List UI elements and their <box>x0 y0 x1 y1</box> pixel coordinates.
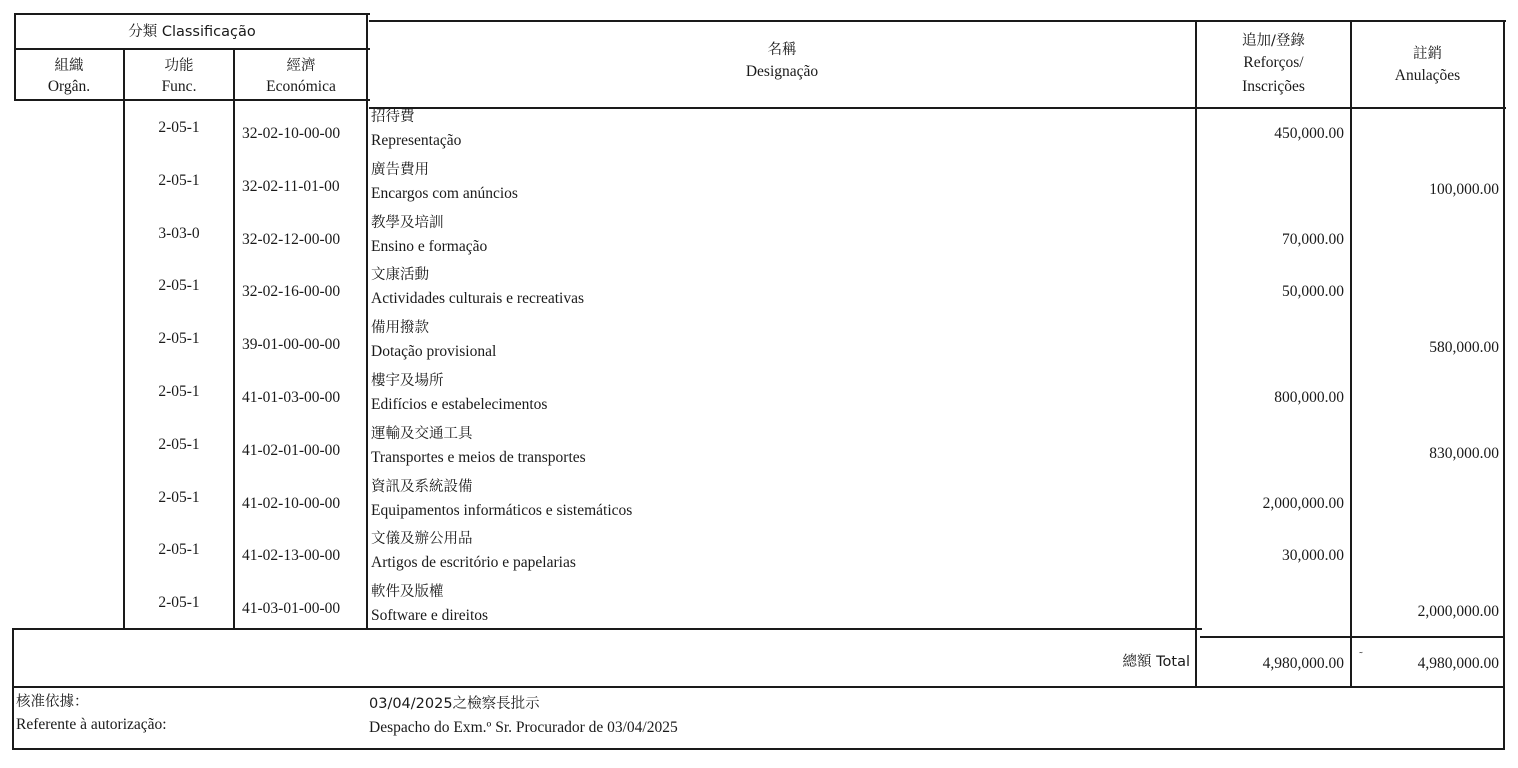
total-label: 總額 Total <box>1122 654 1190 670</box>
cell-econ: 32-02-11-01-00 <box>242 177 340 195</box>
cell-func: 2-05-1 <box>158 119 200 136</box>
cell-name-zh: 運輸及交通工具 <box>371 425 473 442</box>
footer-label-zh: 核准依據： <box>16 694 89 710</box>
cell-func: 2-05-1 <box>158 330 200 348</box>
line-econ-name <box>366 13 368 629</box>
cell-func: 2-05-1 <box>158 594 200 612</box>
cell-econ: 32-02-16-00-00 <box>242 283 341 301</box>
header-organ-pt: Orgân. <box>47 78 91 95</box>
line-body-bottom <box>12 628 1202 630</box>
header-reforcos-pt2: Inscrições <box>1242 78 1305 95</box>
cell-econ: 41-01-03-00-00 <box>242 389 341 406</box>
cell-reforcos: 30,000.00 <box>1282 547 1344 565</box>
cell-anulacoes: 100,000.00 <box>1429 181 1499 198</box>
cell-name-zh: 文儀及辦公用品 <box>371 531 473 548</box>
cell-econ: 41-02-13-00-00 <box>242 547 341 565</box>
cell-econ: 39-01-00-00-00 <box>242 336 341 354</box>
cell-func: 2-05-1 <box>158 171 200 189</box>
cell-anulacoes: 580,000.00 <box>1429 339 1499 357</box>
header-econ-pt: Económica <box>266 78 336 95</box>
cell-econ: 41-02-01-00-00 <box>242 441 341 459</box>
cell-reforcos: 70,000.00 <box>1282 230 1344 248</box>
header-designation-zh: 名稱 <box>767 42 797 58</box>
cell-name-pt: Actividades culturais e recreativas <box>371 290 585 308</box>
cell-func: 2-05-1 <box>158 435 200 453</box>
cell-name-zh: 樓宇及場所 <box>371 373 444 389</box>
cell-econ: 41-03-01-00-00 <box>242 600 341 618</box>
cell-name-pt: Dotação provisional <box>371 343 497 361</box>
cell-name-zh: 軟件及版權 <box>371 584 444 601</box>
cell-name-pt: Edifícios e estabelecimentos <box>371 396 548 413</box>
tick-mark: ˜ <box>1359 650 1363 662</box>
header-organ-zh: 組織 <box>54 58 84 74</box>
cell-name-pt: Representação <box>371 132 462 149</box>
cell-name-pt: Encargos com anúncios <box>371 184 518 202</box>
line-classification-bottom <box>14 48 370 50</box>
line-top-left <box>14 13 370 15</box>
cell-name-zh: 資訊及系統設備 <box>371 478 473 495</box>
footer-value-pt: Despacho do Exm.º Sr. Procurador de 03/04/2025 <box>369 719 678 736</box>
cell-econ: 32-02-12-00-00 <box>242 230 341 248</box>
cell-reforcos: 2,000,000.00 <box>1262 494 1344 512</box>
header-func-zh: 功能 <box>164 58 194 74</box>
cell-name-pt: Equipamentos informáticos e sistemáticos <box>371 501 633 519</box>
cell-name-zh: 教學及培訓 <box>371 214 444 231</box>
cell-func: 2-05-1 <box>158 277 200 295</box>
cell-name-zh: 文康活動 <box>371 267 429 284</box>
cell-name-zh: 招待費 <box>371 109 415 125</box>
cell-econ: 32-02-10-00-00 <box>242 125 341 142</box>
total-anulacoes: 4,980,000.00 <box>1417 655 1499 672</box>
cell-econ: 41-02-10-00-00 <box>242 494 341 512</box>
footer-value-zh: 03/04/2025之檢察長批示 <box>369 696 540 712</box>
cell-anulacoes: 830,000.00 <box>1429 445 1499 462</box>
cell-reforcos: 450,000.00 <box>1274 125 1344 142</box>
cell-name-pt: Ensino e formação <box>371 237 488 255</box>
header-anulacoes-zh: 註銷 <box>1413 46 1442 62</box>
header-reforcos-zh: 追加/登錄 <box>1242 33 1305 49</box>
header-func-pt: Func. <box>161 78 197 95</box>
cell-name-zh: 廣告費用 <box>371 161 429 178</box>
cell-reforcos: 50,000.00 <box>1282 283 1344 301</box>
line-right-edge <box>1503 20 1505 749</box>
line-left-edge-lower <box>12 628 14 749</box>
cell-reforcos: 800,000.00 <box>1274 389 1344 406</box>
line-top-right <box>369 20 1506 22</box>
header-econ-zh: 經濟 <box>286 58 316 74</box>
line-body-bottom-right <box>1200 636 1505 638</box>
cell-func: 2-05-1 <box>158 383 200 400</box>
line-name-reforcos <box>1195 20 1197 688</box>
header-classification: 分類 Classificação <box>128 24 256 40</box>
cell-anulacoes: 2,000,000.00 <box>1417 603 1499 621</box>
cell-func: 3-03-0 <box>158 224 200 242</box>
line-total-bottom <box>12 686 1505 688</box>
cell-func: 2-05-1 <box>158 541 200 559</box>
cell-name-pt: Artigos de escritório e papelarias <box>371 554 576 572</box>
cell-name-pt: Software e direitos <box>371 607 489 625</box>
cell-name-pt: Transportes e meios de transportes <box>371 448 586 466</box>
cell-name-zh: 備用撥款 <box>371 320 429 337</box>
footer-label-pt: Referente à autorização: <box>16 716 167 733</box>
header-reforcos-pt1: Reforços/ <box>1243 54 1304 71</box>
cell-func: 2-05-1 <box>158 488 200 506</box>
total-reforcos: 4,980,000.00 <box>1262 655 1344 672</box>
line-header-bottom <box>14 99 370 101</box>
line-footer-bottom <box>12 748 1505 750</box>
header-anulacoes-pt: Anulações <box>1394 67 1461 84</box>
header-designation-pt: Designação <box>745 63 819 80</box>
